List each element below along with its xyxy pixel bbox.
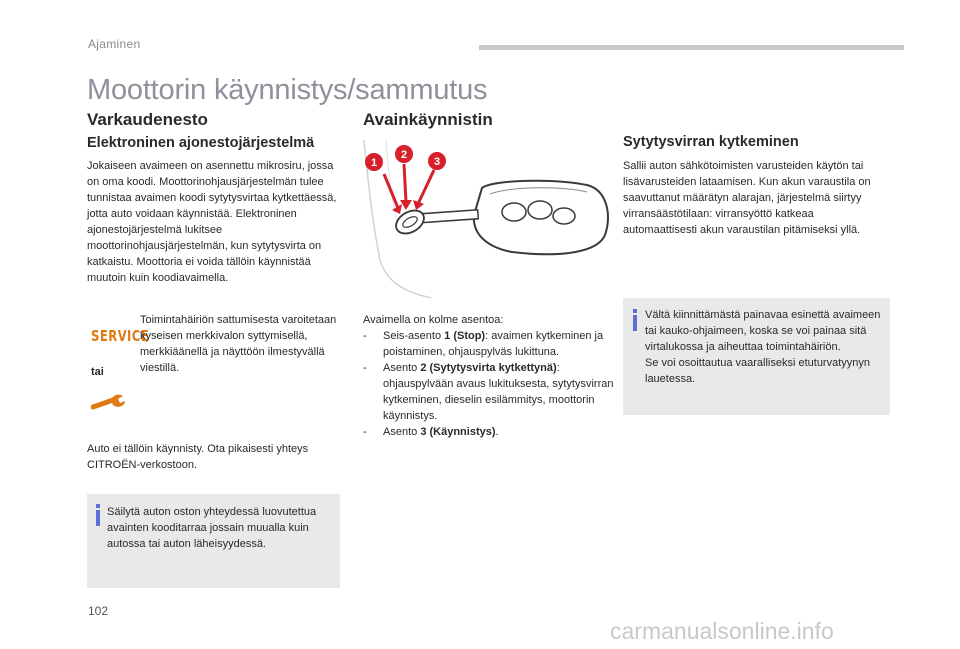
weight-warning-box xyxy=(623,298,890,415)
watermark: carmanualsonline.info xyxy=(610,618,834,644)
heading-varkaudenesto: Varkaudenesto xyxy=(87,110,208,129)
key-code-note-box xyxy=(87,494,340,588)
page-number: 102 xyxy=(88,604,109,618)
or-label: tai xyxy=(91,366,104,378)
ignition-paragraph: Sallii auton sähkötoimisten varusteiden käytön tai lisävarusteiden lataamisen. Kun akun varaustila on saavuttanut määrätyn alarajan, järjestelmä siirtyy virransäästötilaan: virransyöttö katkeaa automaattisesti akun varaustilan pitämiseksi yllä. xyxy=(623,160,871,236)
heading-sytytysvirta: Sytytysvirran kytkeminen xyxy=(623,134,799,150)
header-divider xyxy=(479,45,904,50)
page-title: Moottorin käynnistys/sammutus xyxy=(87,74,488,106)
info-icon xyxy=(633,315,637,331)
key-positions-list xyxy=(363,328,618,440)
list-item: - Asento 3 (Käynnistys). xyxy=(363,424,618,440)
marker-2: 2 xyxy=(400,149,408,161)
info-icon xyxy=(96,510,100,526)
marker-3: 3 xyxy=(433,156,441,168)
heading-avainkaynnistin: Avainkäynnistin xyxy=(363,110,493,129)
weight-warning-text: Vältä kiinnittämästä painavaa esinettä avaimeen tai kauko-ohjaimeen, koska se voi painaa sitä virtalukossa ja aiheuttaa toimintahäiriön. Se voi osoittautua vaaralliseksi etuturvatyynyn lauetessa. xyxy=(645,309,881,385)
contact-network-paragraph: Auto ei tällöin käynnisty. Ota pikaisesti yhteys CITROËN-verkostoon. xyxy=(87,443,309,471)
subheading-immobiliser: Elektroninen ajonestojärjestelmä xyxy=(87,135,315,151)
key-positions-section xyxy=(363,312,618,440)
ignition-key-illustration xyxy=(362,140,624,298)
key-positions-intro: Avaimella on kolme asentoa: xyxy=(363,314,504,326)
immobiliser-paragraph: Jokaiseen avaimeen on asennettu mikrosiru, jossa on oma koodi. Moottorinohjausjärjestelmän tulee tunnistaa avaimen koodi sytytysvirtaa kytkettäessä, jotta auto voidaan käynnistää. Elektroninen ajonestojärjestelmä lukitsee moottorinohjausjärjestelmän, kun sytytysvirta on katkaistu. Moottoria ei voida tällöin käynnistää muutoin kuin koodiavaimella. xyxy=(87,160,337,284)
section-label: Ajaminen xyxy=(88,37,141,51)
warning-light-paragraph: Toimintahäiriön sattumisesta varoitetaan kyseisen merkkivalon syttymisellä, merkkiäänellä ja näyttöön ilmestyvällä viestillä. xyxy=(140,314,337,374)
service-warning-icon: SERVICE xyxy=(91,327,150,345)
marker-1: 1 xyxy=(370,157,378,169)
key-code-note-text: Säilytä auton oston yhteydessä luovutettua avainten kooditarraa jossain muualla kuin autossa tai auton läheisyydessä. xyxy=(107,506,317,550)
list-item: - Seis-asento 1 (Stop): avaimen kytkeminen ja poistaminen, ohjauspylväs lukittuna. xyxy=(363,328,618,360)
list-item: - Asento 2 (Sytytysvirta kytkettynä): ohjauspylvään avaus lukituksesta, sytytysvirran kytkeminen, dieselin esilämmitys, moottorin käynnistys. xyxy=(363,360,618,424)
wrench-icon xyxy=(91,393,127,413)
